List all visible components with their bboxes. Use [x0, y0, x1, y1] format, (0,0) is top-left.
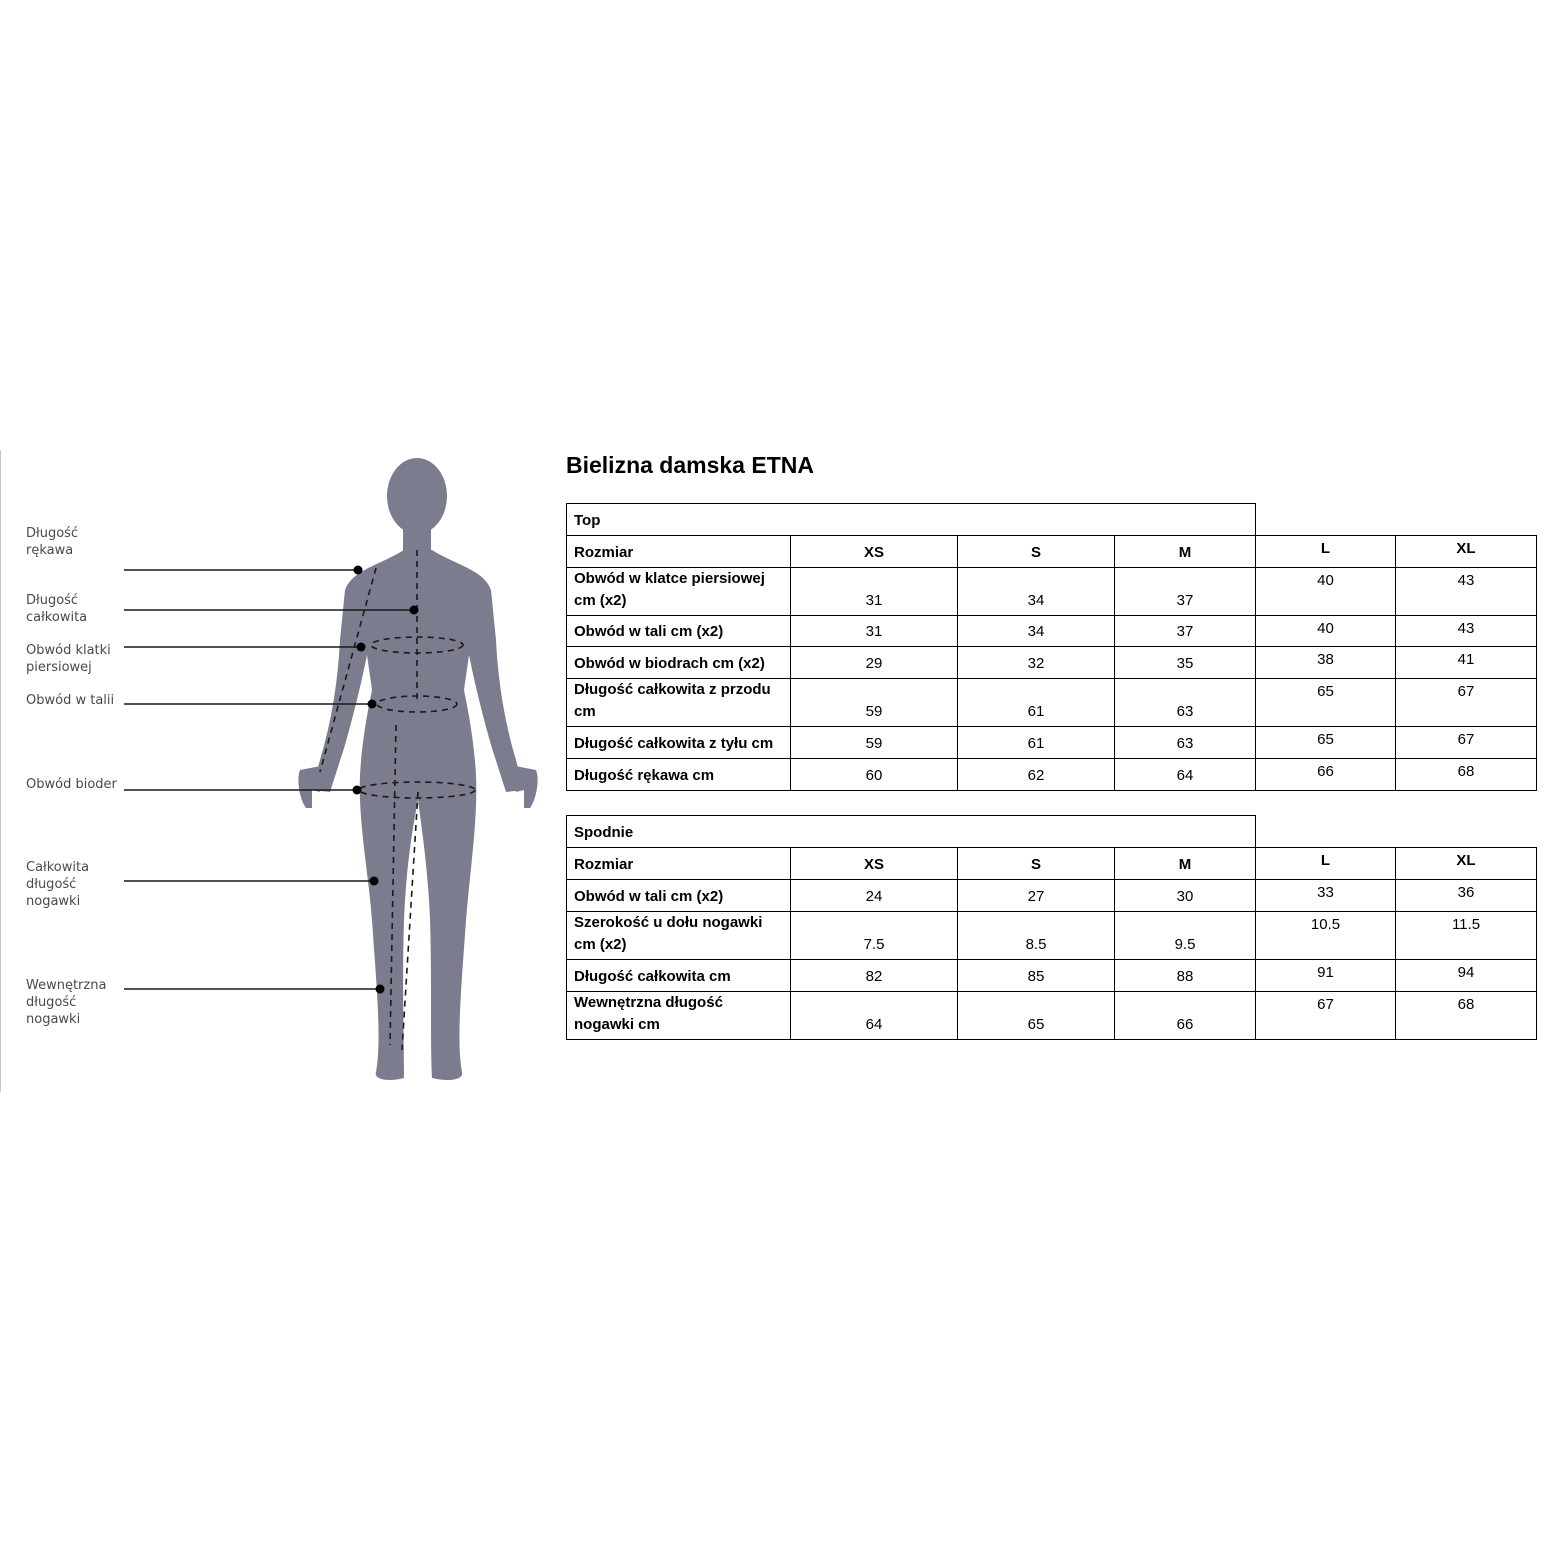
- table-row: [567, 912, 1537, 960]
- cell-l: 10.5: [1256, 912, 1396, 960]
- female-body-silhouette-icon: [298, 458, 537, 1080]
- cell-s: 62: [958, 759, 1115, 791]
- cell-s: 32: [958, 647, 1115, 679]
- header-m: M: [1115, 848, 1256, 880]
- cell-xs: 29: [791, 647, 958, 679]
- row-label: Długość rękawa cm: [567, 759, 791, 791]
- header-s: S: [958, 848, 1115, 880]
- table-row: [567, 647, 1537, 679]
- cell-xl: 41: [1396, 647, 1537, 679]
- table-row: [567, 568, 1537, 616]
- row-label: Obwód w biodrach cm (x2): [567, 647, 791, 679]
- cell-l: 38: [1256, 647, 1396, 679]
- row-label: Szerokość u dołu nogawki cm (x2): [567, 912, 791, 960]
- pants-size-table: [566, 815, 1537, 1040]
- cell-xs: 64: [791, 992, 958, 1040]
- header-size: Rozmiar: [567, 848, 791, 880]
- cell-s: 8.5: [958, 912, 1115, 960]
- cell-xl: 68: [1396, 759, 1537, 791]
- cell-l: 33: [1256, 880, 1396, 912]
- label-sleeve-length: Długość rękawa: [26, 526, 79, 558]
- header-l: L: [1256, 848, 1396, 880]
- row-label: Długość całkowita z tyłu cm: [567, 727, 791, 759]
- label-inner-leg-length: Wewnętrzna długość nogawki: [26, 978, 107, 1027]
- table-row: [567, 992, 1537, 1040]
- cell-m: 37: [1115, 568, 1256, 616]
- header-xs: XS: [791, 848, 958, 880]
- row-label: Wewnętrzna długość nogawki cm: [567, 992, 791, 1040]
- cell-l: 66: [1256, 759, 1396, 791]
- cell-xl: 67: [1396, 679, 1537, 727]
- table-row: [567, 960, 1537, 992]
- cell-xs: 7.5: [791, 912, 958, 960]
- cell-xl: 11.5: [1396, 912, 1537, 960]
- cell-xl: 43: [1396, 568, 1537, 616]
- cell-m: 66: [1115, 992, 1256, 1040]
- cell-m: 35: [1115, 647, 1256, 679]
- cell-xs: 60: [791, 759, 958, 791]
- top-size-table: [566, 503, 1537, 791]
- header-xl: XL: [1396, 536, 1537, 568]
- header-xs: XS: [791, 536, 958, 568]
- cell-m: 88: [1115, 960, 1256, 992]
- cell-l: 40: [1256, 568, 1396, 616]
- header-m: M: [1115, 536, 1256, 568]
- cell-m: 64: [1115, 759, 1256, 791]
- cell-xs: 59: [791, 679, 958, 727]
- row-label: Obwód w tali cm (x2): [567, 880, 791, 912]
- label-chest-circumference: Obwód klatki piersiowej: [26, 643, 111, 675]
- header-s: S: [958, 536, 1115, 568]
- header-xl: XL: [1396, 848, 1537, 880]
- cell-l: 65: [1256, 727, 1396, 759]
- label-hip-circumference: Obwód bioder: [26, 777, 117, 792]
- cell-s: 61: [958, 679, 1115, 727]
- cell-m: 37: [1115, 616, 1256, 647]
- table-row: [567, 679, 1537, 727]
- cell-xl: 36: [1396, 880, 1537, 912]
- table-row: [567, 616, 1537, 647]
- cell-s: 34: [958, 568, 1115, 616]
- cell-m: 63: [1115, 727, 1256, 759]
- row-label: Długość całkowita cm: [567, 960, 791, 992]
- cell-s: 85: [958, 960, 1115, 992]
- cell-xs: 82: [791, 960, 958, 992]
- cell-m: 63: [1115, 679, 1256, 727]
- cell-s: 65: [958, 992, 1115, 1040]
- cell-s: 34: [958, 616, 1115, 647]
- row-label: Obwód w klatce piersiowej cm (x2): [567, 568, 791, 616]
- cell-s: 61: [958, 727, 1115, 759]
- table-row: [567, 727, 1537, 759]
- table-row: [567, 759, 1537, 791]
- cell-m: 9.5: [1115, 912, 1256, 960]
- header-size: Rozmiar: [567, 536, 791, 568]
- cell-xs: 59: [791, 727, 958, 759]
- cell-l: 65: [1256, 679, 1396, 727]
- row-label: Obwód w tali cm (x2): [567, 616, 791, 647]
- table-row: [567, 880, 1537, 912]
- cell-s: 27: [958, 880, 1115, 912]
- cell-xs: 31: [791, 616, 958, 647]
- cell-xl: 67: [1396, 727, 1537, 759]
- cell-xl: 43: [1396, 616, 1537, 647]
- cell-l: 91: [1256, 960, 1396, 992]
- section-title: Spodnie: [567, 816, 1256, 848]
- cell-l: 40: [1256, 616, 1396, 647]
- header-l: L: [1256, 536, 1396, 568]
- label-total-length: Długość całkowita: [26, 593, 88, 625]
- row-label: Długość całkowita z przodu cm: [567, 679, 791, 727]
- cell-l: 67: [1256, 992, 1396, 1040]
- cell-xs: 24: [791, 880, 958, 912]
- label-total-leg-length: Całkowita długość nogawki: [26, 860, 90, 909]
- label-waist-circumference: Obwód w talii: [26, 693, 115, 708]
- page-title: Bielizna damska ETNA: [566, 452, 814, 478]
- cell-xl: 68: [1396, 992, 1537, 1040]
- cell-xs: 31: [791, 568, 958, 616]
- section-title: Top: [567, 504, 1256, 536]
- cell-m: 30: [1115, 880, 1256, 912]
- cell-xl: 94: [1396, 960, 1537, 992]
